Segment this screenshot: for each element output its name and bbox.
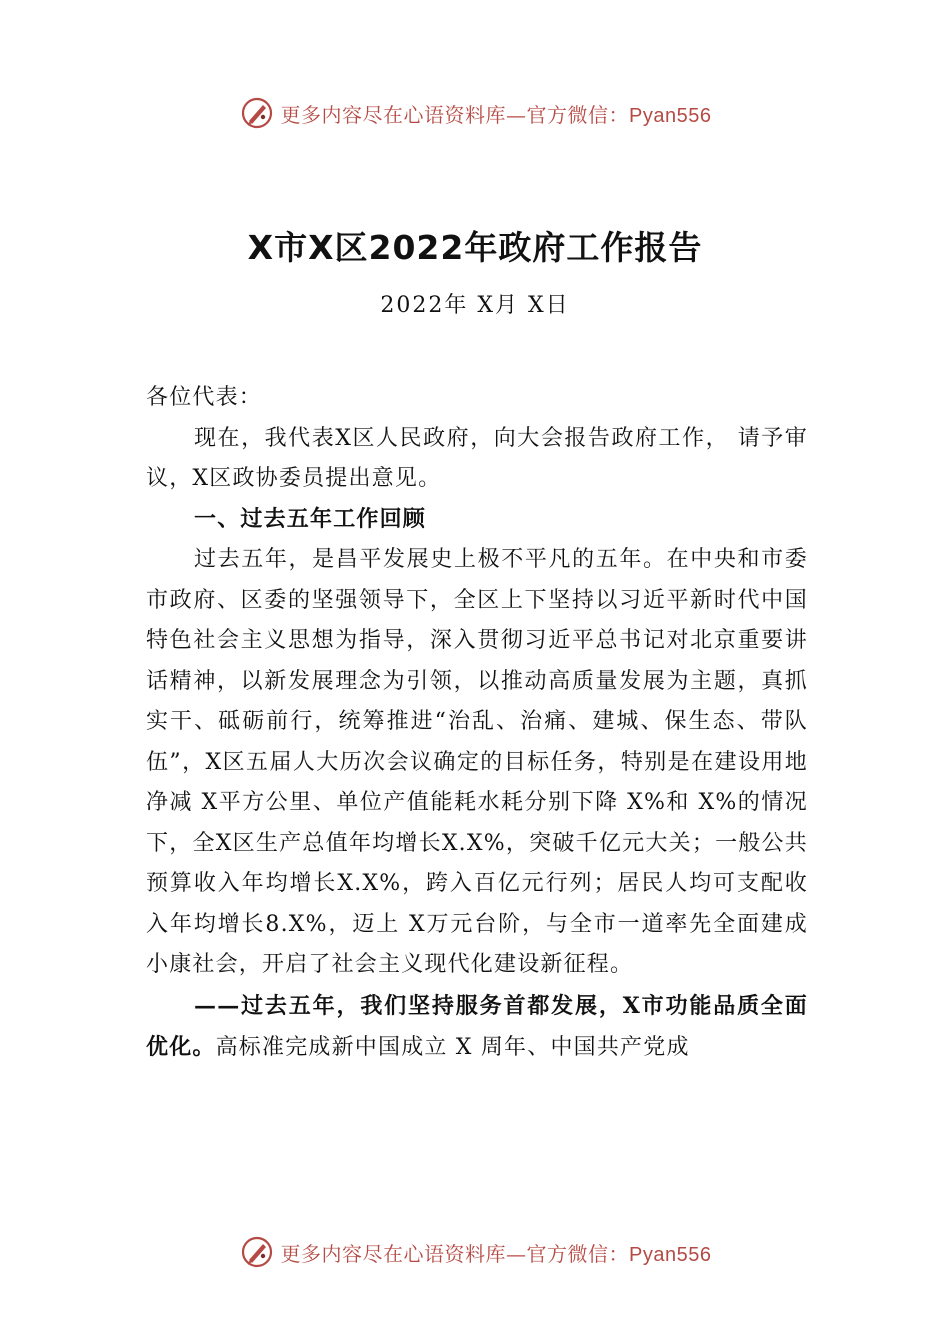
watermark-logo-icon xyxy=(239,95,275,131)
document-body xyxy=(146,378,808,1069)
watermark-wechat-id: Pyan556 xyxy=(629,104,712,127)
paragraph-lead-bold: ——过去五年，我们坚持服务首都发展，X市功能品质全面优化。 xyxy=(146,992,808,1060)
watermark-footer xyxy=(0,1232,950,1272)
watermark-logo-icon xyxy=(239,1234,275,1270)
watermark-header xyxy=(0,93,950,133)
section-paragraph-1: 过去五年，是昌平发展史上极不平凡的五年。在中央和市委市政府、区委的坚强领导下，全区上下坚持以习近平新时代中国特色社会主义思想为指导，深入贯彻习近平总书记对北京重要讲话精神，以新发展理念为引领，以推动高质量发展为主题，真抓实干、砥砺前行，统筹推进“治乱、治痛、建城、保生态、带队伍”，X区五届人大历次会议确定的目标任务，特别是在建设用地净减 X平方公里、单位产值能耗水耗分别下降 X%和 X%的情况下，全X区生产总值年均增长X.X%，突破千亿元大关；一般公共预算收入年均增长X.X%，跨入百亿元行列；居民人均可支配收入年均增长8.X%，迈上 X万元台阶，与全市一道率先全面建成小康社会，开启了社会主义现代化建设新征程。 xyxy=(146,547,808,977)
section-paragraph-2 xyxy=(146,986,808,1069)
watermark-text: 更多内容尽在心语资料库—官方微信：Pyan556 xyxy=(280,1241,712,1266)
document-title: X市X区2022年政府工作报告 xyxy=(247,228,703,267)
watermark-text: 更多内容尽在心语资料库—官方微信：Pyan556 xyxy=(280,102,712,127)
intro-paragraph: 现在，我代表X区人民政府，向大会报告政府工作， 请予审议，X区政协委员提出意见。 xyxy=(146,425,808,491)
watermark-wechat-id: Pyan556 xyxy=(629,1243,712,1266)
paragraph-continuation: 高标准完成新中国成立 X 周年、中国共产党成 xyxy=(215,1035,690,1060)
salutation: 各位代表： xyxy=(146,385,263,410)
document-date: 2022年 X月 X日 xyxy=(380,293,570,318)
section-heading: 一、过去五年工作回顾 xyxy=(194,506,427,532)
